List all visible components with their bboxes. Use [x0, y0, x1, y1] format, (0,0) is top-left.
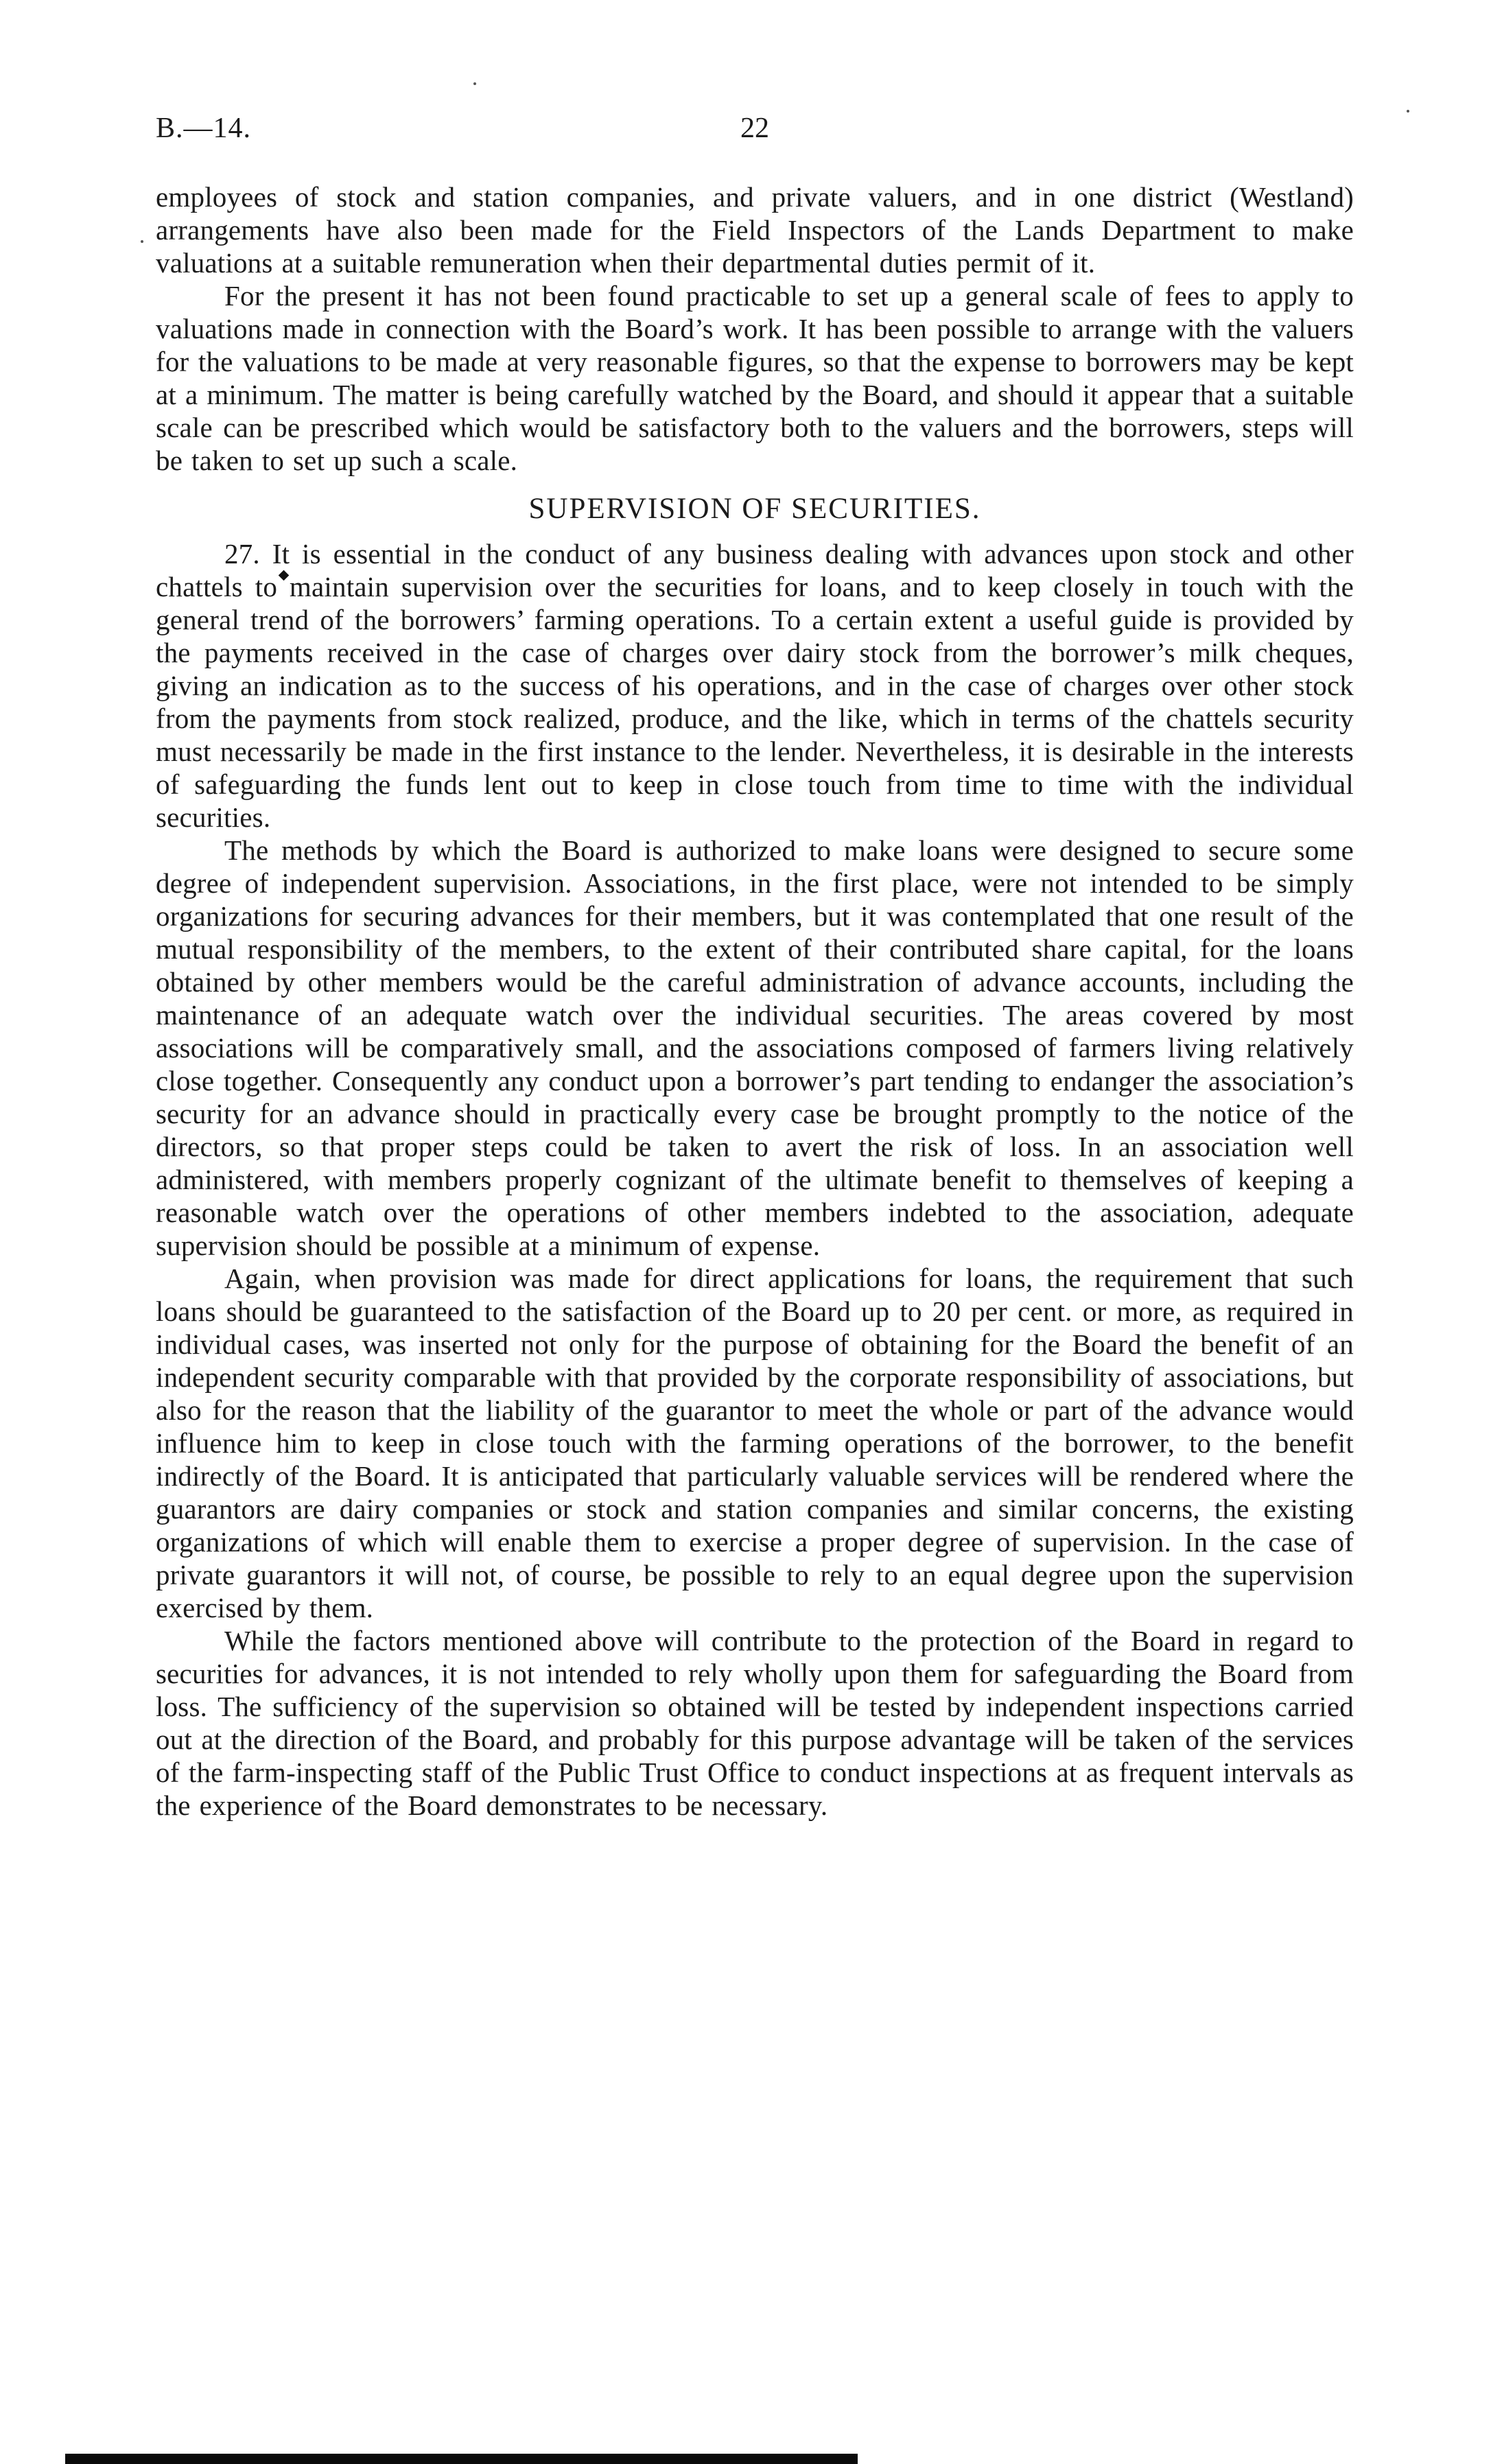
ink-speck-icon: [473, 82, 476, 85]
document-reference: B.—14.: [156, 113, 252, 144]
paragraph-continuation: employees of stock and station companies, and private valuers, and in one district (Westland) arrangements have also been made for the Field Inspectors of the Lands Department to make valuations at a suitable remuneration when their departmental duties permit of it.: [156, 181, 1354, 279]
page-header: [156, 112, 1354, 148]
paragraph: For the present it has not been found practicable to set up a general scale of fees to apply to valuations made in connection with the Board’s work. It has been possible to arrange with the valuers for the valuations to be made at very reasonable figures, so that the expense to borrowers may be kept at a minimum. The matter is being carefully watched by the Board, and should it appear that a suitable scale can be prescribed which would be satisfactory both to the valuers and the borrowers, steps will be taken to set up such a scale.: [156, 280, 1354, 476]
scan-artifact-bar: [65, 2454, 858, 2464]
page-body: [156, 112, 1354, 1822]
ink-speck-icon: [1407, 110, 1409, 113]
paragraph: The methods by which the Board is authorized to make loans were designed to secure some degree of independent supervision. Associations, in the first place, were not intended to be simply organizations for securing advances for their members, but it was contemplated that one result of the mutual responsibility of the members, to the extent of their contributed share capital, for the loans obtained by other members would be the careful administration of advance accounts, including the maintenance of an adequate watch over the individual securities. The areas covered by most associations will be comparatively small, and the associations composed of farmers living relatively close together. Consequently any conduct upon a borrower’s part tending to endanger the association’s security for an advance should in practically every case be brought promptly to the notice of the directors, so that proper steps could be taken to avert the risk of loss. In an association well administered, with members properly cognizant of the ultimate benefit to themselves of keeping a reasonable watch over the operations of other members indebted to the association, adequate supervision should be possible at a minimum of expense.: [156, 834, 1354, 1261]
paragraph-27: 27. It is essential in the conduct of any business dealing with advances upon stock and other chattels to maintain supervision over the securities for loans, and to keep closely in touch with the general trend of the borrowers’ farming operations. To a certain extent a useful guide is provided by the payments received in the case of charges over dairy stock from the borrower’s milk cheques, giving an indication as to the success of his operations, and in the case of charges over other stock from the payments from stock realized, produce, and the like, which in terms of the chattels security must necessarily be made in the first instance to the lender. Nevertheless, it is desirable in the interests of safeguarding the funds lent out to keep in close touch from time to time with the individual securities.: [156, 538, 1354, 833]
ink-speck-icon: [141, 240, 143, 243]
paragraph: While the factors mentioned above will contribute to the protection of the Board in regard to securities for advances, it is not intended to rely wholly upon them for safeguarding the Board from loss. The sufficiency of the supervision so obtained will be tested by independent inspections carried out at the direction of the Board, and probably for this purpose advantage will be taken of the services of the farm-inspecting staff of the Public Trust Office to conduct inspections at as frequent intervals as the experience of the Board demonstrates to be necessary.: [156, 1625, 1354, 1821]
section-heading: SUPERVISION OF SECURITIES.: [528, 493, 981, 525]
page-number: 22: [740, 113, 769, 144]
paragraph: Again, when provision was made for direct applications for loans, the requirement that such loans should be guaranteed to the satisfaction of the Board up to 20 per cent. or more, as required in individual cases, was inserted not only for the purpose of obtaining for the Board the benefit of an independent security comparable with that provided by the corporate responsibility of associations, but also for the reason that the liability of the guarantor to meet the whole or part of the advance would influence him to keep in close touch with the farming operations of the borrower, to the benefit indirectly of the Board. It is anticipated that particularly valuable services will be rendered where the guarantors are dairy companies or stock and station companies and similar concerns, the existing organizations of which will enable them to exercise a proper degree of supervision. In the case of private guarantors it will not, of course, be possible to rely to an equal degree upon the supervision exercised by them.: [156, 1263, 1354, 1623]
